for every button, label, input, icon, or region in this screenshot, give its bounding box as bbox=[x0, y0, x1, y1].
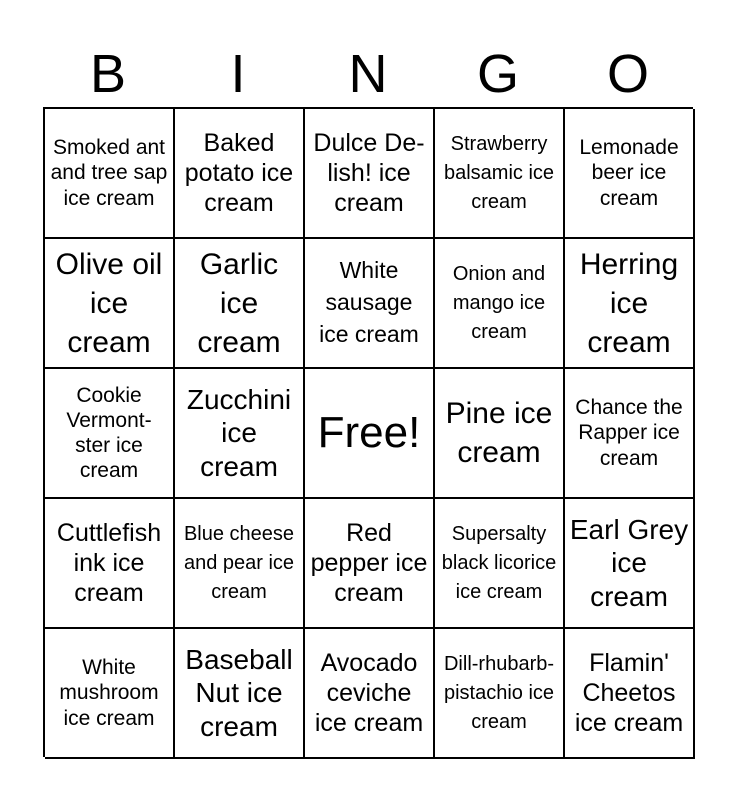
cell-label: Chance the Rapper ice cream bbox=[575, 396, 683, 470]
header-letter-b: B bbox=[89, 44, 127, 104]
cell-label: Cookie Vermont-ster ice cream bbox=[66, 383, 152, 483]
cell-label: Pine ice cream bbox=[445, 397, 553, 469]
cell-label: Zucchini ice cream bbox=[186, 383, 292, 482]
bingo-cell-r3c2[interactable] bbox=[175, 369, 305, 499]
header-letter-i: I bbox=[230, 44, 246, 104]
cell-label: White mushroom ice cream bbox=[59, 656, 159, 730]
bingo-cell-r5c5[interactable] bbox=[565, 629, 695, 759]
cell-label: Red pepper ice cream bbox=[310, 519, 428, 607]
cell-label: Herring ice cream bbox=[579, 247, 679, 359]
cell-label: Baked potato ice cream bbox=[184, 129, 294, 217]
cell-label: Lemonade beer ice cream bbox=[579, 136, 679, 210]
bingo-cell-r4c1[interactable] bbox=[45, 499, 175, 629]
cell-label: Supersalty black licorice ice cream bbox=[441, 522, 557, 603]
bingo-cell-r4c4[interactable] bbox=[435, 499, 565, 629]
cell-label: Cuttlefish ink ice cream bbox=[56, 519, 162, 607]
cell-label: Dill-rhubarb-pistachio ice cream bbox=[443, 652, 555, 733]
bingo-cell-r2c1[interactable] bbox=[45, 239, 175, 369]
free-space-label: Free! bbox=[317, 407, 421, 457]
bingo-cell-r3c4[interactable] bbox=[435, 369, 565, 499]
bingo-cell-r5c2[interactable] bbox=[175, 629, 305, 759]
bingo-header bbox=[43, 40, 693, 108]
cell-label: Smoked ant and tree sap ice cream bbox=[50, 136, 168, 210]
header-letter-n: N bbox=[348, 44, 388, 104]
cell-label: Avocado ceviche ice cream bbox=[314, 649, 424, 737]
cell-label: Flamin' Cheetos ice cream bbox=[574, 649, 684, 737]
header-letter-g: G bbox=[476, 44, 519, 104]
cell-label: Dulce De-lish! ice cream bbox=[313, 129, 425, 217]
cell-label: White sausage ice cream bbox=[319, 257, 419, 347]
bingo-cell-r5c3[interactable] bbox=[305, 629, 435, 759]
bingo-cell-r2c2[interactable] bbox=[175, 239, 305, 369]
bingo-cell-r2c4[interactable] bbox=[435, 239, 565, 369]
bingo-cell-r1c4[interactable] bbox=[435, 109, 565, 239]
bingo-cell-r4c2[interactable] bbox=[175, 499, 305, 629]
header-letter-o: O bbox=[606, 44, 649, 104]
bingo-cell-r5c4[interactable] bbox=[435, 629, 565, 759]
bingo-cell-r4c5[interactable] bbox=[565, 499, 695, 629]
cell-label: Olive oil ice cream bbox=[55, 247, 163, 359]
bingo-cell-r1c1[interactable] bbox=[45, 109, 175, 239]
cell-label: Garlic ice cream bbox=[197, 247, 281, 359]
cell-label: Baseball Nut ice cream bbox=[185, 643, 293, 742]
cell-label: Onion and mango ice cream bbox=[452, 262, 546, 343]
bingo-cell-r5c1[interactable] bbox=[45, 629, 175, 759]
bingo-cell-r3c5[interactable] bbox=[565, 369, 695, 499]
bingo-cell-r1c5[interactable] bbox=[565, 109, 695, 239]
cell-label: Strawberry balsamic ice cream bbox=[443, 132, 555, 213]
bingo-cell-r1c3[interactable] bbox=[305, 109, 435, 239]
bingo-cell-r3c1[interactable] bbox=[45, 369, 175, 499]
bingo-cell-r2c3[interactable] bbox=[305, 239, 435, 369]
bingo-cell-r2c5[interactable] bbox=[565, 239, 695, 369]
bingo-cell-r4c3[interactable] bbox=[305, 499, 435, 629]
cell-label: Blue cheese and pear ice cream bbox=[183, 522, 295, 603]
bingo-card bbox=[43, 107, 693, 757]
bingo-cell-free[interactable] bbox=[305, 369, 435, 499]
bingo-cell-r1c2[interactable] bbox=[175, 109, 305, 239]
cell-label: Earl Grey ice cream bbox=[569, 513, 689, 612]
